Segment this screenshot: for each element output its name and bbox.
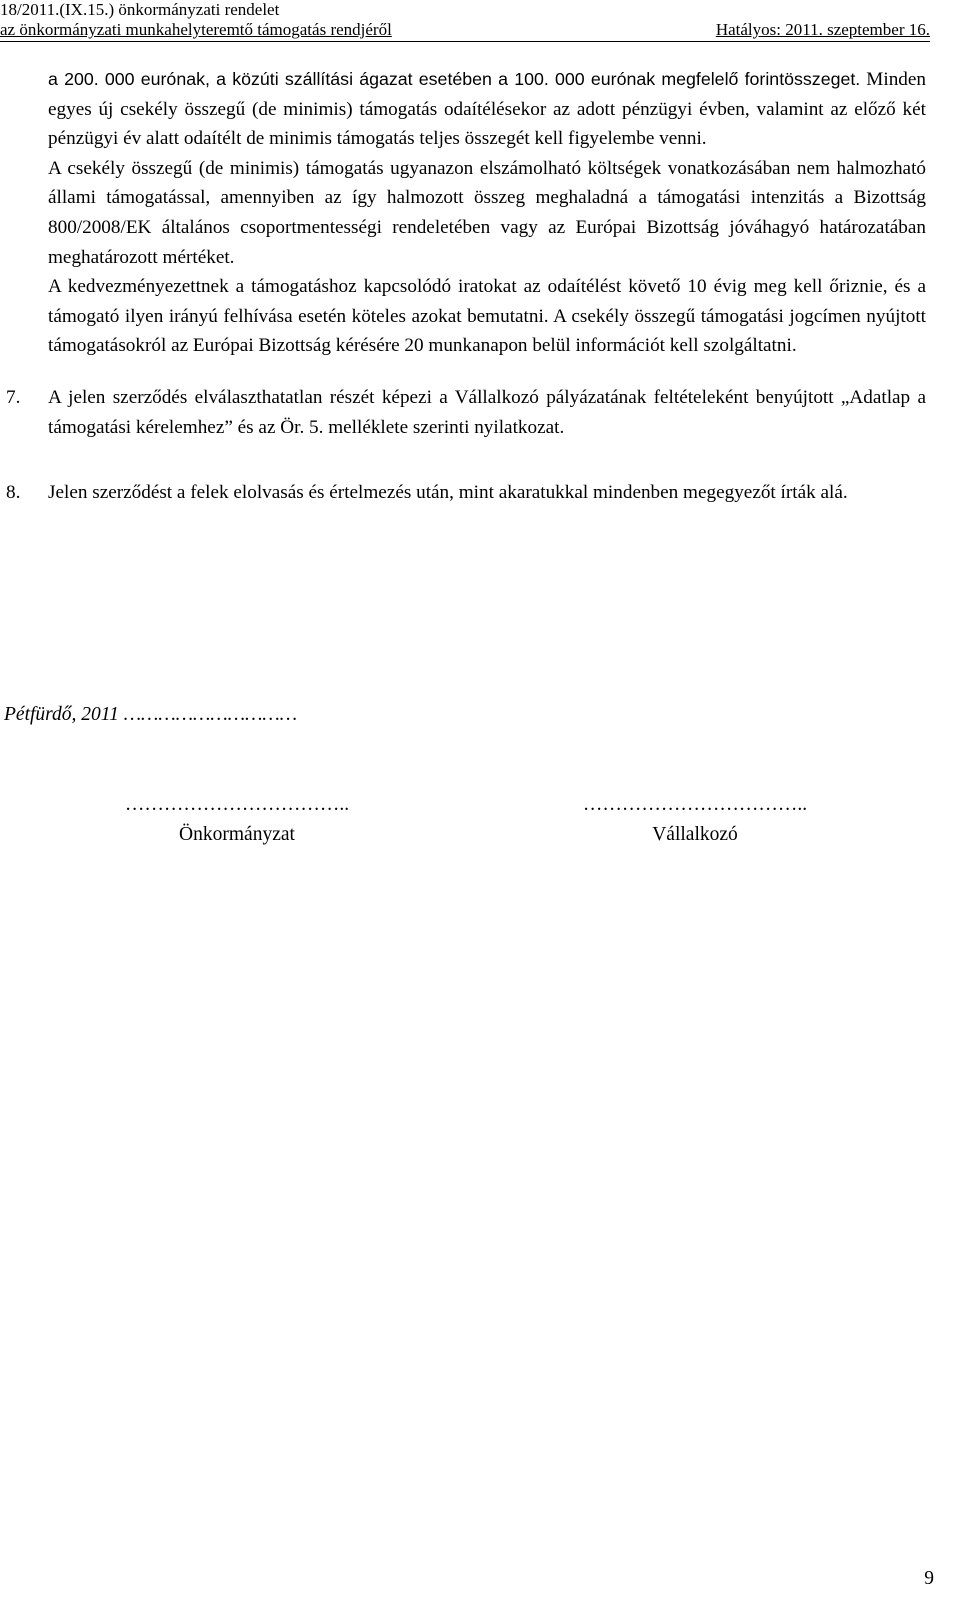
signature-block-municipality: [82, 790, 392, 850]
signature-block-enterprise: [530, 790, 860, 850]
paragraph-de-minimis-limit: [48, 65, 926, 154]
header-decree-subject: az önkormányzati munkahelyteremtő támogatás rendjéről: [0, 20, 392, 39]
item-text: Jelen szerződést a felek elolvasás és értelmezés után, mint akaratukkal mindenben megegyezőt írták alá.: [48, 482, 848, 504]
paragraph-sans-part: a 200. 000 eurónak, a közúti szállítási ágazat esetében a 100. 000 eurónak megfelelő forintösszeget.: [48, 69, 861, 89]
signature-label: Vállalkozó: [652, 824, 738, 845]
header-line-2: [0, 20, 930, 42]
header-decree-title: 18/2011.(IX.15.) önkormányzati rendelet: [0, 0, 280, 19]
paragraph-serif-part: Minden egyes új csekély összegű (de minimis) támogatás odaítélésekor az adott pénzügyi évben, valamint az előző két pénzügyi év alatt odaítélt de minimis támogatás teljes összegét kell figyelembe venni.: [48, 69, 926, 150]
numbered-item-7: [6, 383, 926, 442]
item-number: 7.: [6, 386, 21, 408]
paragraph-record-keeping: A kedvezményezettnek a támogatáshoz kapcsolódó iratokat az odaítélést követő 10 évig meg kell őriznie, és a támogató ilyen irányú felhívása esetén köteles azokat bemutatni. A csekély összegű támogatási jogcímen nyújtott támogatásokról az Európai Bizottság kérésére 20 munkanapon belül információt kell szolgáltatni.: [48, 276, 926, 357]
item-text: A jelen szerződés elválaszthatatlan részét képezi a Vállalkozó pályázatának feltételeként benyújtott „Adatlap a támogatási kérelemhez” és az Ör. 5. melléklete szerinti nyilatkozat.: [48, 386, 926, 438]
signature-line: ……………………………..: [582, 794, 808, 815]
place-and-date: Pétfürdő, 2011 …………………………: [4, 704, 298, 725]
page-number: 9: [924, 1568, 934, 1589]
page-header: [0, 0, 930, 42]
document-body: [6, 65, 926, 508]
signature-label: Önkormányzat: [179, 824, 295, 845]
signature-line: ……………………………..: [124, 794, 350, 815]
paragraph-cumulation: A csekély összegű (de minimis) támogatás ugyanazon elszámolható költségek vonatkozásában nem halmozható állami támogatással, amennyiben az így halmozott összeg meghaladná a támogatási intenzitás a Bizottság 800/2008/EK általános csoportmentességi rendeletében vagy az Európai Bizottság jóváhagyó határozatában meghatározott mértéket.: [48, 157, 926, 268]
item-number: 8.: [6, 482, 21, 504]
numbered-item-8: [6, 478, 926, 508]
header-effective-date: Hatályos: 2011. szeptember 16.: [715, 20, 930, 39]
